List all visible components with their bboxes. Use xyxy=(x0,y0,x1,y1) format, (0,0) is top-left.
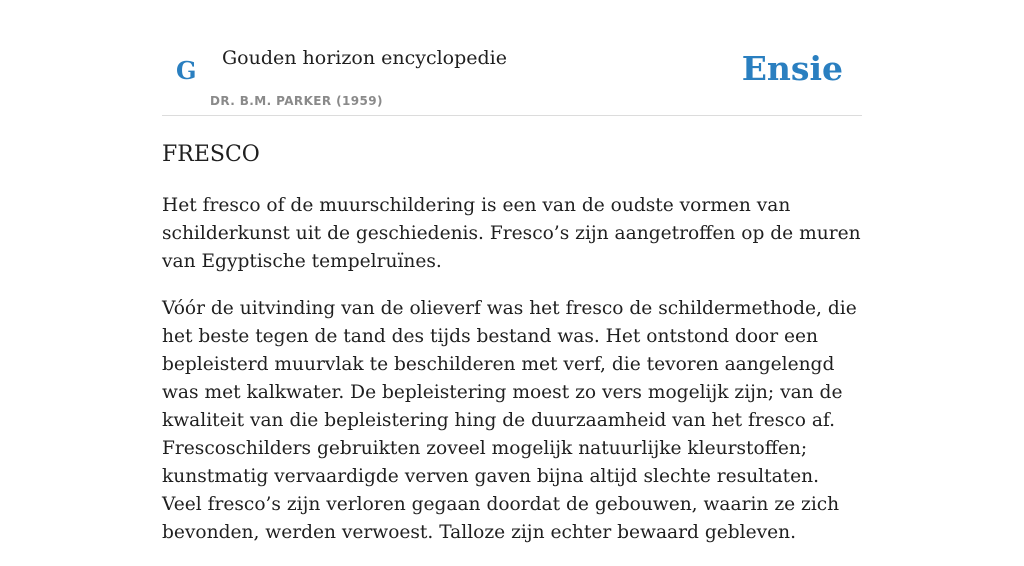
source-header xyxy=(162,0,862,116)
article-paragraph: Vóór de uitvinding van de olieverf was het fresco de schildermethode, die het beste tegen de tand des tijds bestand was. Het ontstond door een bepleisterd muurvlak te beschilderen met verf, die tevoren aangelengd was met kalkwater. De bepleistering moest zo vers mogelijk zijn; van de kwaliteit van die bepleistering hing de duurzaamheid van het fresco af. Frescoschilders gebruikten zoveel mogelijk natuurlijke kleurstoffen; kunstmatig vervaardigde verven gaven bijna altijd slechte resultaten. Veel fresco’s zijn verloren gegaan doordat de gebouwen, waarin ze zich bevonden, werden verwoest. Talloze zijn echter bewaard gebleven. xyxy=(162,298,857,543)
source-logo[interactable]: G xyxy=(176,56,197,85)
source-author: DR. B.M. PARKER (1959) xyxy=(210,94,383,108)
article-title: FRESCO xyxy=(162,142,260,167)
article-paragraph: Het fresco of de muurschildering is een van de oudste vormen van schilderkunst uit de geschiedenis. Fresco’s zijn aangetroffen op de muren van Egyptische tempelruïnes. xyxy=(162,195,861,272)
source-title[interactable]: Gouden horizon encyclopedie xyxy=(222,47,507,69)
page xyxy=(162,0,862,543)
article-body xyxy=(162,192,862,566)
brand-logo[interactable]: Ensie xyxy=(741,49,843,88)
